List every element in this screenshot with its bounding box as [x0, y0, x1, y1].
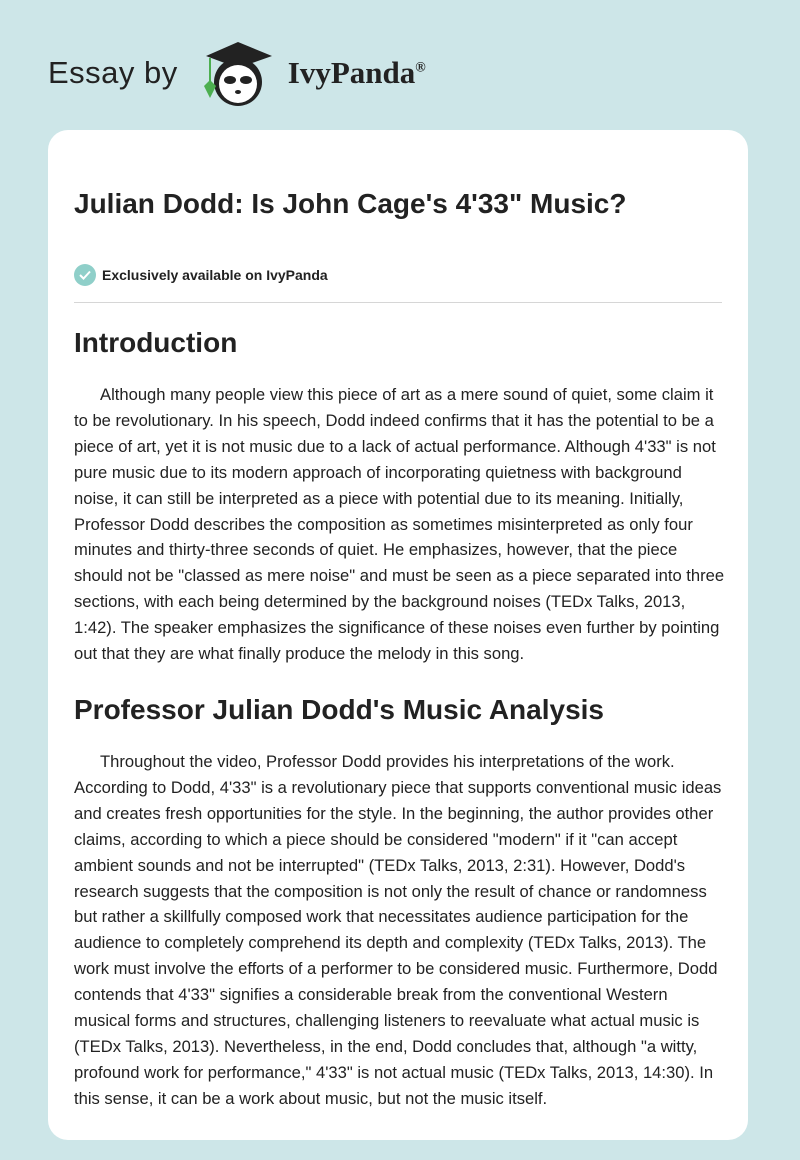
- brand-header: [48, 38, 426, 108]
- section-heading: Introduction: [74, 327, 238, 358]
- section-paragraph: Throughout the video, Professor Dodd provides his interpretations of the work. According to Dodd, 4'33" is a revolutionary piece that supports conventional music ideas and creates fresh opportunities for the style. In the beginning, the author provides other claims, according to which a piece should be considered "modern" if it "can accept ambient sounds and not be interrupted" (TEDx Talks, 2013, 2:31). However, Dodd's research suggests that the composition is not only the result of chance or randomness but rather a skillfully composed work that necessitates audience participation for the audience to completely comprehend its depth and complexity (TEDx Talks, 2013). The work must involve the efforts of a performer to be considered music. Furthermore, Dodd contends that 4'33" signifies a considerable break from the conventional Western musical forms and structures, challenging listeners to reevaluate what actual music is (TEDx Talks, 2013). Nevertheless, in the end, Dodd concludes that, although "a witty, profound work for performance," 4'33" is not actual music (TEDx Talks, 2013, 14:30). In this sense, it can be a work about music, but not the music itself.: [74, 751, 722, 1108]
- check-icon: [74, 264, 96, 286]
- badge-label: Exclusively available on IvyPanda: [102, 267, 328, 283]
- brand-prefix: Essay by: [48, 55, 178, 90]
- exclusive-badge: [74, 264, 328, 286]
- divider: [74, 302, 722, 303]
- section-heading: Professor Julian Dodd's Music Analysis: [74, 693, 604, 725]
- essay-card: [48, 130, 748, 1140]
- panda-logo-icon: [196, 38, 276, 108]
- brand-name: IvyPanda®: [287, 55, 426, 90]
- essay-body: [74, 322, 726, 1134]
- section-paragraph: Although many people view this piece of art as a mere sound of quiet, some claim it to be revolutionary. In his speech, Dodd indeed confirms that it has the potential to be a piece of art, yet it is not music due to a lack of actual performance. Although 4'33" is not pure music due to its modern approach of incorporating quietness with background noise, it can still be interpreted as a piece with potential due to its meaning. Initially, Professor Dodd describes the composition as sometimes misinterpreted as only four minutes and thirty-three seconds of quiet. He emphasizes, however, that the piece should not be "classed as mere noise" and must be seen as a piece separated into three sections, with each being determined by the background noises (TEDx Talks, 2013, 1:42). The speaker emphasizes the significance of these noises even further by pointing out that they are what finally produce the melody in this song.: [74, 385, 725, 664]
- page-title: Julian Dodd: Is John Cage's 4'33" Music?: [74, 188, 627, 219]
